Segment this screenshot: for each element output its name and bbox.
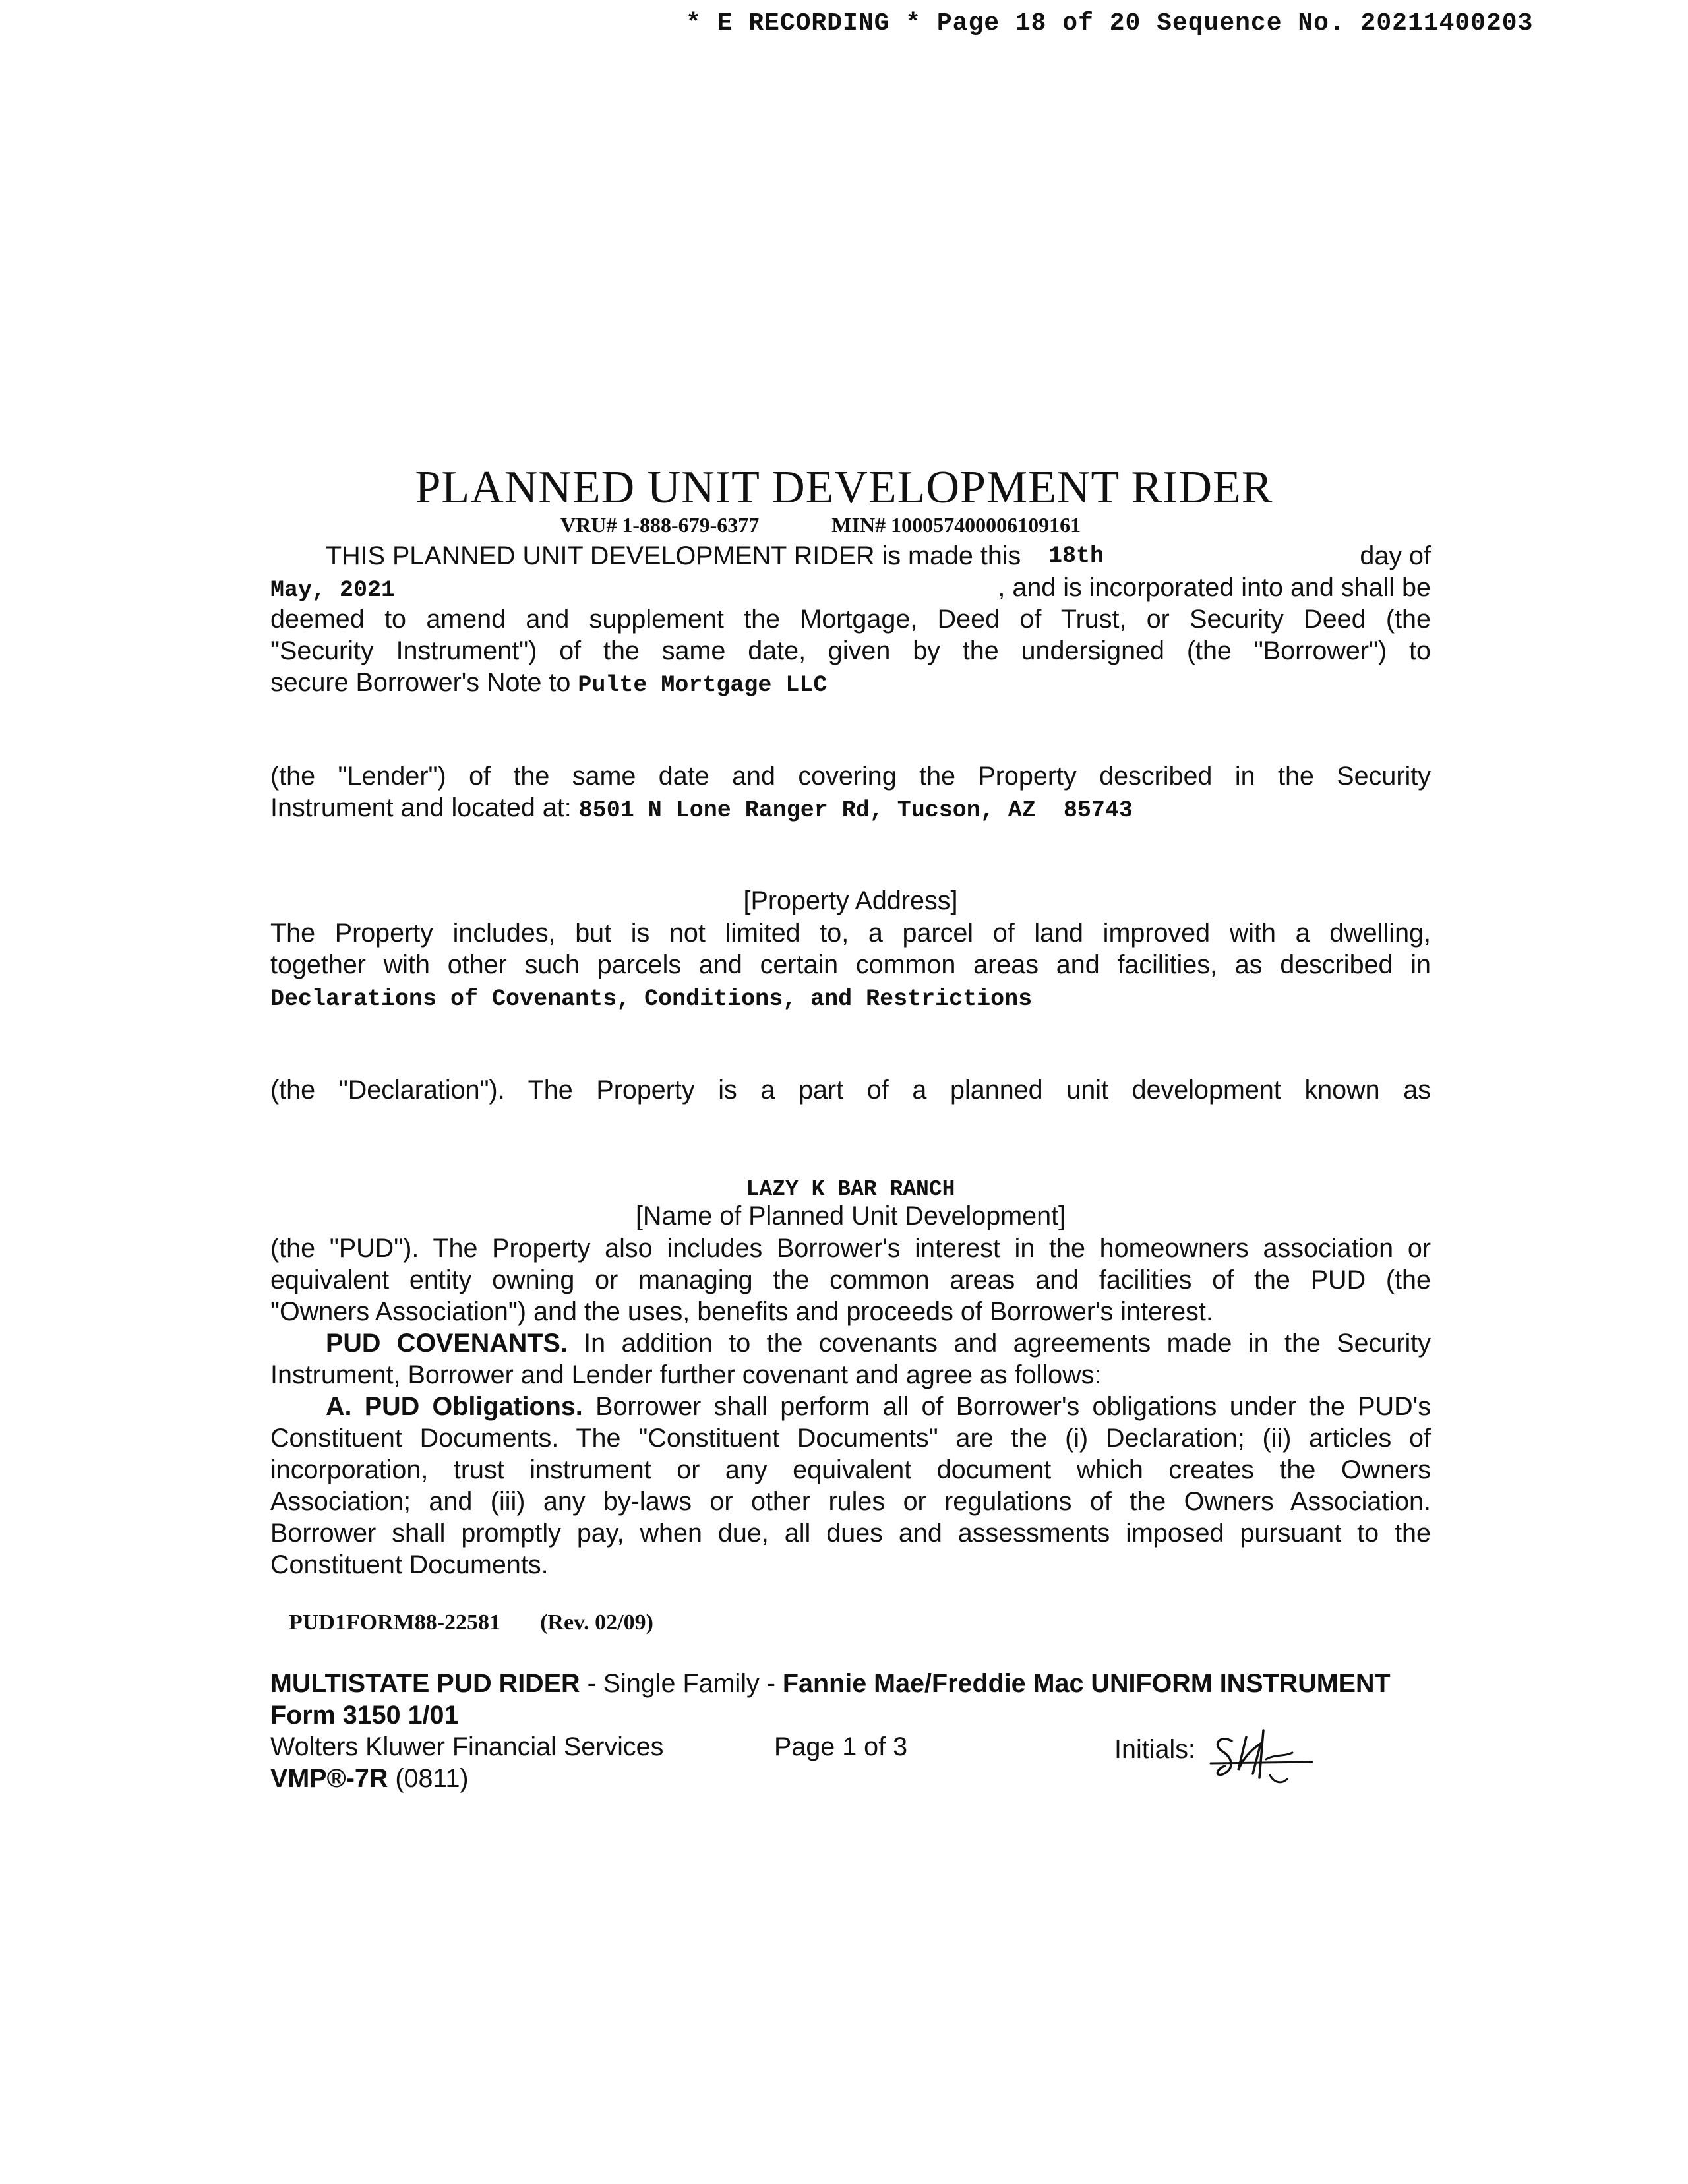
property-line-1: The Property includes, but is not limited to, a parcel of land improved with a dwelling, <box>270 919 1431 948</box>
obligations-line-3: incorporation, trust instrument or any equivalent document which creates the Owners <box>270 1455 1431 1484</box>
form-number: Form 3150 1/01 <box>270 1701 459 1730</box>
lender-name: Pulte Mortgage LLC <box>578 672 828 698</box>
property-line-2: together with other such parcels and certain common areas and facilities, as described in <box>270 950 1431 979</box>
pud-line-3: "Owners Association") and the uses, benefits and proceeds of Borrower's interest. <box>270 1297 1213 1326</box>
recording-header: * E RECORDING * Page 18 of 20 Sequence No. 20211400203 <box>686 9 1534 38</box>
publisher: Wolters Kluwer Financial Services <box>270 1732 664 1761</box>
multistate-line: MULTISTATE PUD RIDER - Single Family - Fannie Mae/Freddie Mac UNIFORM INSTRUMENT <box>270 1669 1391 1698</box>
form-code: PUD1FORM88-22581 <box>289 1610 501 1635</box>
identifier-line <box>560 513 1153 537</box>
rider-month-year: May, 2021 <box>270 577 396 603</box>
form-revision: (Rev. 02/09) <box>540 1610 653 1635</box>
obligations-line-1: A. PUD Obligations. Borrower shall perform all of Borrower's obligations under the PUD's <box>326 1392 1431 1421</box>
property-address-caption: [Property Address] <box>743 886 958 915</box>
intro-line-3: deemed to amend and supplement the Mortgage, Deed of Trust, or Security Deed (the <box>270 605 1431 634</box>
obligations-line-6: Constituent Documents. <box>270 1550 549 1579</box>
intro-line-2: May, 2021 , and is incorporated into and shall be <box>270 573 1431 603</box>
covenants-line-2: Instrument, Borrower and Lender further covenant and agree as follows: <box>270 1360 1102 1389</box>
covenants-heading: PUD COVENANTS. <box>326 1329 568 1358</box>
obligations-heading: A. PUD Obligations. <box>326 1392 583 1421</box>
form-code-line <box>289 1610 693 1635</box>
min-number: MIN# 100057400006109161 <box>831 513 1081 537</box>
rider-day: 18th <box>1048 543 1104 569</box>
property-address: 8501 N Lone Ranger Rd, Tucson, AZ 85743 <box>578 797 1133 824</box>
pud-name: LAZY K BAR RANCH <box>746 1177 955 1201</box>
property-line-4: (the "Declaration"). The Property is a part of a planned unit development known as <box>270 1076 1431 1105</box>
initials-signature <box>1207 1722 1319 1788</box>
declaration-name: Declarations of Covenants, Conditions, and Restrictions <box>270 986 1033 1012</box>
lender-line-1: (the "Lender") of the same date and covering the Property described in the Security <box>270 762 1431 791</box>
page-number: Page 1 of 3 <box>774 1732 908 1761</box>
intro-line-4: "Security Instrument") of the same date, given by the undersigned (the "Borrower") to <box>270 636 1431 665</box>
vmp-line: VMP®-7R (0811) <box>270 1764 469 1793</box>
pud-name-caption: [Name of Planned Unit Development] <box>635 1201 1066 1230</box>
initials-label: Initials: <box>1114 1735 1195 1764</box>
obligations-line-4: Association; and (iii) any by-laws or other rules or regulations of the Owners Association. <box>270 1487 1431 1516</box>
obligations-line-2: Constituent Documents. The "Constituent Documents" are the (i) Declaration; (ii) articles of <box>270 1424 1431 1453</box>
covenants-line-1: PUD COVENANTS. In addition to the covenants and agreements made in the Security <box>326 1329 1431 1358</box>
intro-line-5: secure Borrower's Note to Pulte Mortgage LLC <box>270 668 828 698</box>
document-title: PLANNED UNIT DEVELOPMENT RIDER <box>415 462 1273 513</box>
vru-number: VRU# 1-888-679-6377 <box>560 513 760 537</box>
pud-line-2: equivalent entity owning or managing the common areas and facilities of the PUD (the <box>270 1265 1431 1294</box>
pud-line-1: (the "PUD"). The Property also includes Borrower's interest in the homeowners association or <box>270 1234 1431 1263</box>
lender-line-2: Instrument and located at: 8501 N Lone Ranger Rd, Tucson, AZ 85743 <box>270 793 1133 824</box>
obligations-line-5: Borrower shall promptly pay, when due, all dues and assessments imposed pursuant to the <box>270 1519 1431 1548</box>
